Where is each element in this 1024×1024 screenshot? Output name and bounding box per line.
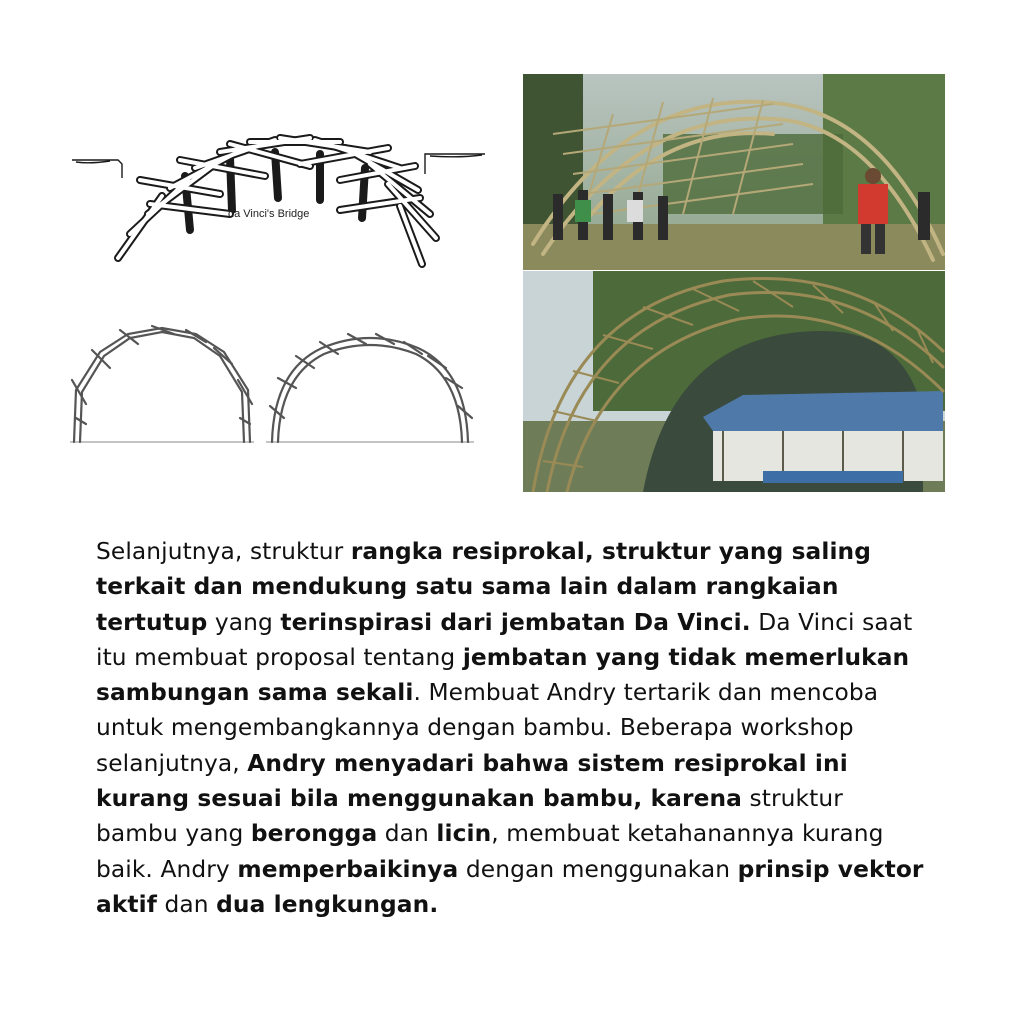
sketch-caption: da Vinci's Bridge	[228, 208, 310, 220]
paragraph-run: Selanjutnya, struktur	[96, 538, 351, 565]
paragraph-run: dan	[156, 890, 217, 918]
paragraph-run: . Membuat Andry tertarik dan mencoba untuk mengembangkannya dengan bambu. Beberapa workshop selanjutnya,	[96, 679, 879, 777]
paragraph-run-bold: berongga	[250, 820, 378, 848]
bamboo-arch-photo-icon	[523, 271, 945, 492]
paragraph-run: dan	[377, 820, 437, 848]
paragraph-run: yang	[207, 608, 281, 636]
paragraph-run: Da Vinci saat itu membuat proposal tentang	[96, 608, 913, 671]
reciprocal-arch-diagram-left	[66, 320, 258, 446]
reciprocal-arch-diagram-right	[262, 330, 478, 446]
paragraph-run-bold: jembatan yang tidak memerlukan sambungan sama sekali	[96, 643, 910, 707]
paragraph-run-bold: Andry menyadari bahwa sistem resiprokal ini kurang sesuai bila menggunakan bambu, karena	[96, 749, 848, 813]
bamboo-workshop-photo-icon	[523, 74, 945, 270]
reciprocal-arch-diagram-icon	[66, 320, 258, 446]
paragraph-run-bold: memperbaikinya	[237, 855, 459, 883]
paragraph-run-bold: prinsip vektor aktif	[96, 855, 924, 918]
davinci-bridge-sketch	[70, 118, 490, 280]
bamboo-workshop-photo	[523, 74, 945, 270]
paragraph-run-bold: dua lengkungan.	[216, 890, 439, 918]
reciprocal-arch-diagram-icon	[262, 330, 478, 446]
paragraph-run: dengan menggunakan	[458, 855, 738, 883]
paragraph-run-bold: terinspirasi dari jembatan Da Vinci.	[280, 608, 751, 636]
paragraph-run: struktur bambu yang	[96, 785, 843, 848]
davinci-bridge-sketch-icon	[70, 118, 490, 280]
paragraph-run-bold: licin	[436, 820, 492, 848]
paragraph-run-bold: rangka resiprokal, struktur yang saling terkait dan mendukung satu sama lain dalam rangkaian tertutup	[96, 538, 872, 636]
body-paragraph	[96, 534, 932, 922]
bamboo-arch-photo	[523, 271, 945, 492]
paragraph-run: , membuat ketahanannya kurang baik. Andry	[96, 820, 884, 883]
